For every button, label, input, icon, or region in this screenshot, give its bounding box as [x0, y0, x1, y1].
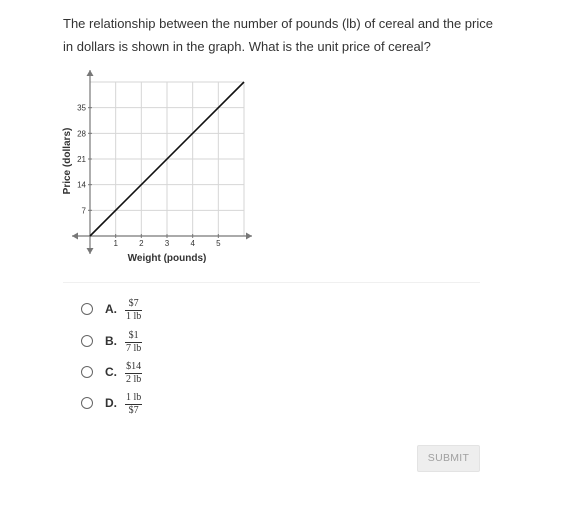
choice-fraction: [125, 331, 142, 354]
choice-b[interactable]: [81, 328, 281, 358]
fraction-numerator: $14: [126, 361, 142, 372]
radio-icon[interactable]: [81, 303, 93, 315]
divider: [63, 282, 480, 283]
y-tick-label: 35: [77, 103, 86, 113]
choice-letter: C.: [105, 365, 117, 379]
price-weight-graph: [55, 68, 270, 273]
x-tick-label: 3: [164, 239, 170, 248]
choice-letter: A.: [105, 302, 117, 316]
x-axis-arrow-left: [72, 233, 78, 240]
x-axis-arrow-right: [246, 233, 252, 240]
question-text: The relationship between the number of pounds (lb) of cereal and the price in dollars is shown in the graph. What is the unit price of cereal?: [63, 16, 493, 54]
fraction-denominator: 1 lb: [126, 311, 142, 322]
y-tick-label: 28: [77, 129, 86, 139]
y-tick-label: 7: [81, 206, 86, 216]
choice-letter: B.: [105, 334, 117, 348]
choice-fraction: [125, 299, 142, 322]
choice-a[interactable]: [81, 296, 281, 326]
choice-d[interactable]: [81, 390, 281, 420]
y-axis-title: Price (dollars): [62, 127, 73, 195]
fraction-denominator: 7 lb: [126, 343, 142, 354]
radio-icon[interactable]: [81, 366, 93, 378]
x-tick-label: 4: [190, 239, 195, 248]
choice-fraction: [125, 393, 142, 416]
x-axis-title: Weight (pounds): [127, 253, 207, 264]
choice-fraction: [125, 362, 142, 385]
fraction-denominator: 2 lb: [126, 374, 142, 385]
x-tick-label: 5: [216, 239, 221, 248]
fraction-numerator: 1 lb: [126, 392, 142, 403]
fraction-numerator: $1: [125, 331, 142, 343]
fraction-numerator: $7: [125, 299, 142, 311]
submit-button[interactable]: SUBMIT: [417, 445, 480, 472]
y-axis-arrow-down: [87, 248, 94, 254]
choice-c[interactable]: [81, 359, 281, 389]
chart-svg: [55, 68, 270, 273]
y-tick-label: 14: [77, 180, 86, 190]
radio-icon[interactable]: [81, 335, 93, 347]
y-axis-arrow-up: [87, 70, 94, 76]
fraction-denominator: $7: [128, 405, 139, 416]
y-tick-label: 21: [77, 155, 86, 164]
x-tick-label: 1: [113, 239, 118, 248]
choice-letter: D.: [105, 396, 117, 410]
x-tick-label: 2: [139, 239, 144, 248]
radio-icon[interactable]: [81, 397, 93, 409]
